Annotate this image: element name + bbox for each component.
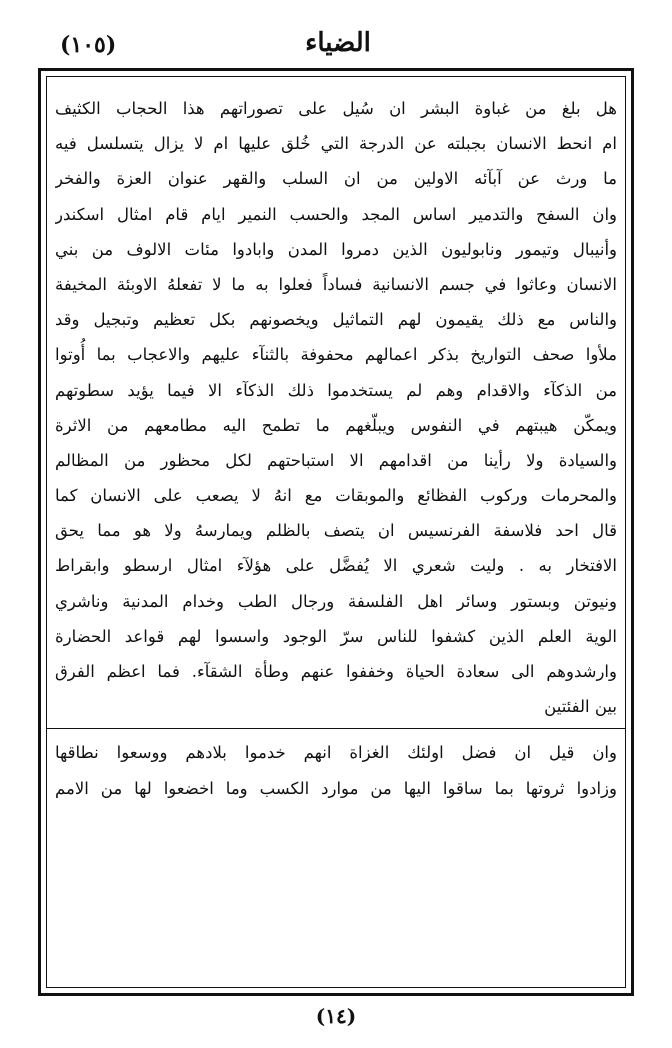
text-line: وان قيل ان فضل اولئك الغزاة انهم خدموا بلادهم ووسعوا نطاقها <box>55 743 617 763</box>
text-line: قال احد فلاسفة الفرنسيس ان يتصف بالظلم ويمارسهُ ولا هو مما يحق <box>55 521 617 541</box>
journal-title: الضياء <box>305 28 371 58</box>
text-line: الافتخار به . وليت شعري الا يُفضَّل على هؤلآء امثال ارسطو وابقراط <box>55 556 617 576</box>
text-frame <box>38 68 634 996</box>
page-header <box>40 22 636 62</box>
signature-mark: (١٤) <box>315 1004 357 1028</box>
text-line: وارشدوهم الى سعادة الحياة وخففوا عنهم وطأة الشقآء. فما اعظم الفرق <box>55 662 617 681</box>
text-line: ونيوتن وبستور وسائر اهل الفلسفة ورجال الطب وخدام المدنية وناشري <box>55 591 617 611</box>
page-number: (١٠٥) <box>60 32 117 58</box>
text-line: بين الفئتين <box>544 697 617 717</box>
text-line: ام انحط الانسان بجبلته عن الدرجة التي خُلق عليها ام لا يزال يتسلسل فيه <box>55 134 617 154</box>
text-line: وزادوا ثروتها بما ساقوا اليها من موارد الكسب وما اخضعوا لها من الامم <box>55 778 617 798</box>
text-line: الوية العلم الذين كشفوا للناس سرّ الوجود واسسوا لهم قواعد الحضارة <box>55 626 617 646</box>
text-line: ما ورث عن آبآئه الاولين من ان السلب والقهر عنوان العزة والفخر <box>55 169 617 189</box>
text-line: والمحرمات وركوب الفظائع والموبقات مع انهُ لا يصعب على الانسان كما <box>55 486 617 506</box>
text-line: وأنيبال وتيمور ونابوليون الذين دمروا المدن وابادوا مئات الالوف من بني <box>55 239 617 259</box>
text-line: ملأوا صحف التواريخ بذكر اعمالهم محفوفة بالثنآء عليهم والاعجاب بما أُوتوا <box>55 345 617 365</box>
paragraph-1 <box>55 91 617 724</box>
paragraph-2 <box>55 735 617 805</box>
text-line: وان السفح والتدمير اساس المجد والحسب النمير ايام قام امثال اسكندر <box>55 204 617 224</box>
article-body <box>55 91 617 806</box>
text-line: من الذكآء والاقدام وهم لم يستخدموا ذلك الذكآء الا فيما يؤيد سطوتهم <box>55 380 617 400</box>
text-line: الانسان وعاثوا في جسم الانسانية فساداً فعلوا به ما لا تفعلهُ الاوبئة المخيفة <box>55 274 617 294</box>
text-line: ويمكّن هيبتهم في النفوس ويبلّغهم ما تطمح اليه مطامعهم من الاثرة <box>55 415 617 435</box>
text-line: والناس مع ذلك يقيمون لهم التماثيل ويخصونهم بكل تعظيم وتبجيل وقد <box>55 310 617 330</box>
text-line: والسيادة ولا رأينا من اقدامهم الا استباحتهم لكل محظور من المظالم <box>55 450 617 470</box>
section-divider <box>46 728 626 729</box>
text-line: هل بلغ من غباوة البشر ان سُيل على تصوراتهم هذا الحجاب الكثيف <box>55 99 617 118</box>
